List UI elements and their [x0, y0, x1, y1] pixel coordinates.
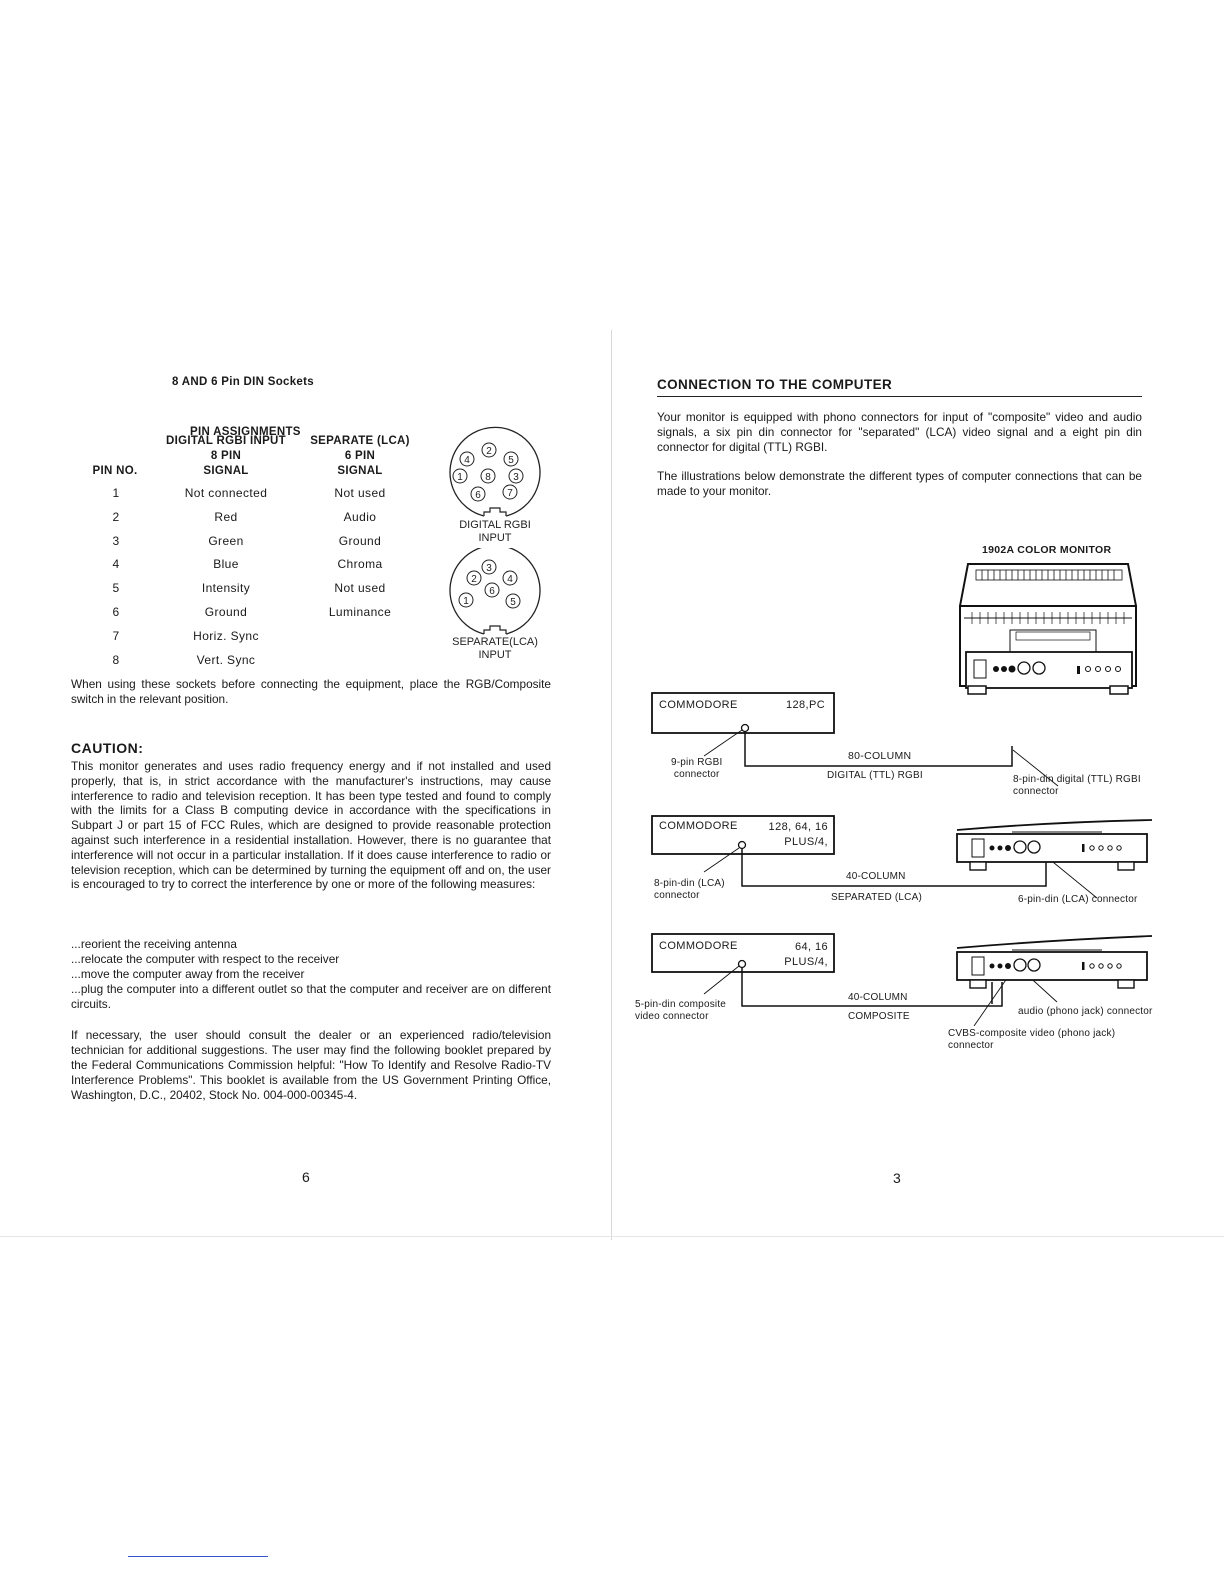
d3-box-model-line1: 64, 16 — [795, 941, 828, 953]
usage-note: When using these sockets before connecting the equipment, place the RGB/Composite switch in the relevant position. — [71, 677, 551, 706]
d1-monitor-connector-line2: connector — [1013, 786, 1059, 797]
d1-box-model: 128,PC — [786, 699, 826, 711]
pin-cell: 8 — [112, 652, 120, 667]
measures-list — [71, 937, 551, 1012]
d1-connector-line1: 9-pin RGBI — [671, 757, 723, 768]
d3-audio-connector: audio (phono jack) connector — [1018, 1006, 1153, 1017]
d1-box-title: COMMODORE — [659, 699, 738, 711]
digital-cell: Horiz. Sync — [193, 628, 259, 643]
d2-connector-line1: 8-pin-din (LCA) — [654, 878, 725, 889]
d2-box-model-line2: PLUS/4, — [784, 836, 828, 848]
title-underline — [657, 396, 1142, 397]
din8-pin-7: 7 — [507, 488, 513, 499]
digital-cell: Green — [208, 533, 244, 548]
d1-connector-line2: connector — [673, 769, 720, 780]
table-row — [80, 510, 440, 534]
digital-cell: Ground — [204, 604, 248, 619]
d3-video-connector-line1: CVBS-composite video (phono jack) — [948, 1028, 1116, 1039]
col-header-digital-line1: DIGITAL RGBI INPUT — [166, 435, 286, 447]
d2-cable-bottom: SEPARATED (LCA) — [831, 892, 922, 903]
din6-pin-1: 1 — [463, 596, 469, 607]
table-row — [80, 629, 440, 653]
separate-cell: Not used — [334, 486, 386, 500]
d1-cable-top: 80-COLUMN — [848, 750, 912, 762]
col-header-digital-line3: SIGNAL — [203, 465, 249, 477]
d3-connector-line1: 5-pin-din composite — [635, 999, 727, 1010]
digital-cell: Red — [214, 509, 238, 524]
pin-cell: 7 — [112, 628, 120, 643]
digital-cell: Blue — [213, 557, 239, 572]
din8-pin-2: 2 — [486, 446, 492, 457]
digital-cell: Not connected — [184, 486, 268, 500]
page-number-right: 3 — [893, 1170, 901, 1186]
col-header-pin: PIN NO. — [92, 465, 138, 477]
table-row — [80, 653, 440, 677]
d2-box-title: COMMODORE — [659, 820, 738, 832]
din6-pin-2: 2 — [471, 574, 477, 585]
consult-text: If necessary, the user should consult the dealer or an experienced radio/television technician for additional suggestions. The user may find the following booklet prepared by the Federal Communications Commission helpful: "How To Identify and Resolve Radio-TV Interference Problems". This booklet is available from the US Government Printing Office, Washington, D.C., 20402, Stock No. 004-000-00345-4. — [71, 1028, 551, 1102]
din8-pin-4: 4 — [464, 455, 470, 466]
din8-pin-6: 6 — [475, 490, 481, 501]
d3-connector-line2: video connector — [635, 1011, 709, 1022]
pin-cell: 5 — [112, 581, 120, 596]
din6-pin-5: 5 — [510, 597, 516, 608]
din6-pin-4: 4 — [507, 574, 513, 585]
right-page — [612, 0, 1224, 1584]
table-row — [80, 605, 440, 629]
d2-box-model — [760, 820, 828, 850]
pin-cell: 2 — [112, 509, 120, 524]
d3-box-model — [760, 940, 828, 970]
pin-cell: 4 — [112, 557, 120, 572]
d2-box-model-line1: 128, 64, 16 — [768, 821, 828, 833]
din6-pin-6: 6 — [489, 586, 495, 597]
col-header-digital — [156, 434, 296, 479]
col-header-digital-line2: 8 PIN — [210, 450, 242, 462]
d3-cable-bottom: COMPOSITE — [848, 1011, 910, 1022]
d1-cable-bottom: DIGITAL (TTL) RGBI — [827, 770, 923, 781]
list-item: ...plug the computer into a different outlet so that the computer and receiver are on different circuits. — [71, 982, 551, 1011]
d3-box-title: COMMODORE — [659, 940, 738, 952]
d2-monitor-connector: 6-pin-din (LCA) connector — [1018, 894, 1138, 905]
din6-label-line2: INPUT — [478, 649, 512, 661]
table-row — [80, 534, 440, 558]
list-item: ...move the computer away from the receiver — [71, 967, 305, 981]
pin-cell: 3 — [112, 533, 120, 548]
din8-label-line2: INPUT — [478, 532, 512, 544]
list-item: ...relocate the computer with respect to the receiver — [71, 952, 340, 966]
d3-video-connector — [948, 1028, 1115, 1052]
din6-socket-diagram — [440, 548, 550, 666]
din6-label-line1: SEPARATE(LCA) — [452, 636, 538, 648]
d3-video-connector-line2: connector — [948, 1040, 994, 1051]
din8-pin-1: 1 — [457, 472, 463, 483]
caution-heading: CAUTION: — [71, 740, 144, 756]
caution-text: This monitor generates and uses radio frequency energy and if not installed and used properly, that is, in strict accordance with the manufacturer's instructions, may cause interference to radio and television reception. It has been type tested and found to comply with the limits for a Class B computing device in accordance with the specifications in Subpart J or part 15 of FCC Rules, which are designed to provide reasonable protection against such interference in a residential installation. However, there is no guarantee that interference will not occur in a particular installation. If it does cause interference to radio or television reception, which can be determined by turning the equipment off and on, the user is encouraged to try to correct the interference by one or more of the following measures: — [71, 759, 551, 892]
pin-table — [80, 486, 440, 676]
separate-cell: Chroma — [337, 557, 383, 572]
d3-computer-connector — [635, 999, 726, 1023]
din8-pin-5: 5 — [508, 455, 514, 466]
din6-pin-3: 3 — [486, 563, 492, 574]
col-header-separate-line1: SEPARATE (LCA) — [310, 435, 410, 447]
separate-cell: Luminance — [328, 604, 392, 619]
d3-box-model-line2: PLUS/4, — [784, 956, 828, 968]
din8-pin-8: 8 — [485, 472, 491, 483]
digital-cell: Vert. Sync — [196, 652, 256, 667]
sockets-title: 8 AND 6 Pin DIN Sockets — [172, 376, 314, 388]
list-item: ...reorient the receiving antenna — [71, 937, 237, 951]
monitor-label: 1902A COLOR MONITOR — [982, 544, 1112, 556]
col-header-separate-line2: 6 PIN — [344, 450, 376, 462]
page-number-left: 6 — [302, 1169, 310, 1185]
din8-pin-3: 3 — [513, 472, 519, 483]
d2-cable-top: 40-COLUMN — [846, 871, 906, 882]
intro-paragraph-1: Your monitor is equipped with phono connectors for input of "composite" video and audio signals, a six pin din connector for "separated" (LCA) video signal and a eight pin din connector for digital (TTL) RGBI. — [657, 410, 1142, 454]
pin-cell: 6 — [112, 604, 120, 619]
d1-monitor-connector-line1: 8-pin-din digital (TTL) RGBI — [1013, 774, 1141, 785]
intro-paragraph-2: The illustrations below demonstrate the different types of computer connections that can be made to your monitor. — [657, 469, 1142, 498]
pin-cell: 1 — [112, 486, 120, 500]
d2-connector-line2: connector — [654, 890, 700, 901]
d3-cable-top: 40-COLUMN — [848, 992, 908, 1003]
d1-computer-connector — [671, 757, 722, 781]
d1-monitor-connector — [1013, 774, 1141, 798]
table-row — [80, 581, 440, 605]
separate-cell: Audio — [343, 509, 377, 524]
pin-assignments-title: PIN ASSIGNMENTS — [190, 426, 301, 438]
digital-cell: Intensity — [201, 581, 251, 596]
din8-socket-diagram — [440, 426, 550, 546]
monitor-front-illustration — [952, 556, 1142, 698]
connection-title: CONNECTION TO THE COMPUTER — [657, 377, 893, 392]
table-row — [80, 486, 440, 510]
separate-cell: Ground — [338, 533, 382, 548]
col-header-separate — [300, 434, 420, 479]
d2-computer-connector — [654, 878, 725, 902]
table-row — [80, 557, 440, 581]
din8-label-line1: DIGITAL RGBI — [459, 519, 531, 531]
separate-cell: Not used — [334, 581, 386, 596]
col-header-separate-line3: SIGNAL — [337, 465, 383, 477]
